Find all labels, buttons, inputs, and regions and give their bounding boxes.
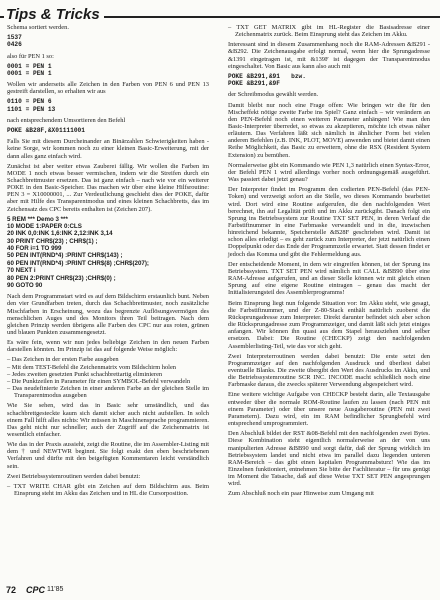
paragraph: Falls Sie mit diesem Durcheinander an Binärzahlen Schwierigkeiten haben - keine Sorge, wir kommen noch zu einer kleinen Basic-Erweiterung, mit der dann alles ganz einfach wird. xyxy=(7,138,209,160)
listing-line: 30 PRINT CHR$(23) ; CHR$(1) ; xyxy=(7,237,98,245)
steps-list xyxy=(7,356,209,399)
list-item: – Das Zeichen in der ersten Farbe ausgeben xyxy=(7,356,209,363)
list-item: – Jedes zweiten gesetzten Punkt schachbrettartig eliminieren xyxy=(7,371,209,378)
list-item: – Die Punktzeilen in Parameter für einen SYMBOL-Befehl verwandeln xyxy=(7,378,209,385)
paragraph: Der Interpreter findet im Programm den codierten PEN-Befehl (das PEN-Token) und verzweigt sofort an die Stelle, wo dieses Kommando bearbeitet wird. Dort wird eine Routine aufgerufen, die den nachfolgenden Wert berechnet, ihn auf Legalität prüft und im Akku zurückgibt. Danach folgt ein Sprung ins Betriebssystem zur Routine TXT SET PEN, in deren Verlauf die Farbstiftnummer in eine Farbmaske verwandelt und in die, inzwischen hinreichend bekannte, Speicherstelle &B28F geschrieben wird. Damit ist schon alles erledigt – es geht zurück zum Interpreter, der jetzt natürlich einen Doppelpunkt oder das Ende der Programmzeile erwartet. Statt dessen findet er jedoch das Komma und gibt die Fehlermeldung aus. xyxy=(228,186,430,258)
section-title: Tips & Tricks xyxy=(4,6,104,24)
paragraph: Damit bleibt nur noch eine Frage offen: Wie bringen wir die für den Mischeffekt nötige zweite Farbe ins Spiel? Ganz einfach – wir verändern an den PEN-Befehl noch einen weiteren Parameter anhängen! Wie man den Basic-Interpreter überredet, so etwas zu akzeptieren, möchte ich etwas näher erläutern. Das Verfahren läßt sich nämlich in ähnlicher Form bei vielen anderen Befehlen (z.B. INK, PLOT, MOVE) anwenden und bietet damit einen Reihe Möglichkeit, das Basic zu erweitern, ohne die RSX (Resident System Extension) zu bemühen. xyxy=(228,101,430,159)
paragraph: Es wäre fein, wenn wir nun jedes beliebige Zeichen in den neuen Farben darstellen könnten. Im Prinzip ist das auf folgende Weise möglich: xyxy=(7,339,209,354)
paragraph: Wie Sie sehen, wird das in Basic sehr umständlich, und das schachbrettgesteckte kaum sich damit sicher auch nicht aufstellen. In solch einem Fall hilft alles nichts: Wir müssen in Maschinensprache programmieren. Das geht nicht nur schneller; auch der Zugriff auf die Zeichenmatrix ist wesentlich einfacher. xyxy=(7,402,209,439)
list-item: – Das neudefinierte Zeichen in einer anderen Farbe an der gleichen Stelle im Transparentmodus ausgeben xyxy=(7,385,209,399)
paragraph: Zwei Interpreterroutinen werden dabei benutzt: Die erste setzt den Programmzeiger auf den nachfolgenden Ausdruck und überliest dabei eventuelle Blanks. Die zweite übergibt den Wert des Ausdrucks im Akku, und die Betriebssystemroutine SCR INC. INCODE macht schließlich noch eine Farbmaske daraus, die zwecks späterer Verwendung abgespeichert wird. xyxy=(228,352,430,389)
paragraph: also für PEN 1 so: xyxy=(7,52,54,60)
paragraph: Beim Einsprung liegt nun folgende Situation vor: Im Akku steht, wie gesagt, die Farbstiftnummer, und der Z-80-Stack enthält natürlich zuoberst die Rücksprungadresse zum Interpreter. Direkt darunter befindet sich aber schon die Rücksprungadresse zum Programmzeiger, und damit läßt sich jetzt einiges anfangen. Wir können ihn quasi aus dem Stapel herausziehen und selber ersetzen. Dabei: Die Routine (CHECKP) zeigt den nachfolgenden Assemblerlisting-Teil, wie das vor sich geht. xyxy=(228,299,430,350)
paragraph: nach entsprechendem Umsortieren den Befehl xyxy=(7,116,126,124)
basic-listing xyxy=(7,216,209,289)
routines-list-continued xyxy=(228,24,430,38)
paragraph: der Schreibmodus gewählt werden. xyxy=(228,91,319,99)
paragraph: Interessant sind in diesem Zusammenhang noch die RAM-Adressen &B291 - &B292. Die Zeichenausgabe erfolgt normal, wenn hier die Sprungadresse &1391 eingetragen ist, mit &139F ist dagegen der Transparentmodus eingeschaltet. Von Basic aus kann also auch mit xyxy=(228,41,430,70)
list-item: – TXT WRITE CHAR gibt ein Zeichen auf dem Bildschirm aus. Beim Einsprung steht im Akku das Zeichen und in HL die Cursorposition. xyxy=(7,483,209,497)
right-column xyxy=(228,24,430,501)
list-item: – TXT GET MATRIX gibt im HL-Register die Basisadresse einer Zeichenmatrix zurück. Beim Einsprung steht das Zeichen im Akku. xyxy=(228,24,430,38)
listing-line: 10 MODE 1:PAPER 0:CLS xyxy=(7,223,82,231)
listing-line: 60 PEN INT(RND*4) :PRINT CHR$(8) ;CHR$(207); xyxy=(7,259,149,267)
listing-line: 50 PEN INT(RND*4) :PRINT CHR$(143) ; xyxy=(7,252,123,260)
paragraph: Schema sortiert werden. xyxy=(7,24,69,31)
magazine-name: CPC xyxy=(26,585,46,595)
poke-command: POKE &B28F,&X01111001 xyxy=(7,127,85,134)
page-number: 72 xyxy=(6,585,17,595)
routines-list xyxy=(7,483,209,497)
paragraph: Normalerweise gibt ein Kommando wie PEN 1,3 natürlich einen Syntax-Error, der Befehl PEN 1 wird allerdings vorher noch ordnungsgemäß ausgeführt. Was passiert dabei jetzt genau? xyxy=(228,161,430,184)
paragraph: Zwei Betriebssystemroutinen werden dabei benutzt: xyxy=(7,472,141,480)
binary-code: 0110 = PEN 6 1101 = PEN 13 xyxy=(7,98,56,113)
listing-line: 20 INK 0,0:INK 1,6:INK 2,12:INK 3,14 xyxy=(7,230,113,238)
listing-line: 70 NEXT i xyxy=(7,267,36,275)
paragraph: Der entscheidende Moment, in dem wir eingreifen können, ist der Sprung ins Betriebssystem. TXT SET PEN wird nämlich mit CALL &BB90 über eine RAM-Adresse aufgerufen, und an dieser Stelle können wir mit gleich einen Sprung auf eine eigene Routine eintragen – genau das macht der Initialisierungsteil des Assemblerprogramms! xyxy=(228,260,430,297)
left-column xyxy=(7,24,209,500)
paragraph: Nach dem Programmstart wird es auf dem Bildschirm erstaunlich bunt. Neben den vier Grundfarben treten, durch das Schachbrettmuster, noch zusätzliche Mischfarben in Erscheinung, wozu das begrenzte Auflösungsvermögen des menschlichen Auges und des Monitors ihren Teil beitragen. Nach dem gleichen Prinzip werden übrigens alle Farben des CPC nur aus roten, grünen und blauen Punkten zusammengesetzt. xyxy=(7,293,209,336)
listing-line: 5 REM *** Demo 3 *** xyxy=(7,215,68,223)
listing-line: 40 FOR i=1 TO 999 xyxy=(7,245,62,253)
binary-code: 0001 = PEN 1 0001 = PEN 1 xyxy=(7,62,52,77)
poke-command: POKE &B291,&91 bzw. POKE &B291,&9F xyxy=(228,72,306,88)
paragraph: Eine weitere wichtige Aufgabe von CHECKP besteht darin, alle Textausgabe entweder über die normale ROM-Routine laufen zu lassen (nach PEN mit einem Parameter) oder über unsere neue Ausgaberoutine (PEN mit zwei Parametern). Dazu wird, ein im RAM befindlicher Sprungbefehl wird entsprechend umprogrammiert. xyxy=(228,391,430,428)
issue-number: 11'85 xyxy=(47,586,64,593)
paragraph: Wollen wir anderseits alle Zeichen in den Farben von PEN 6 und PEN 13 gestreift darstellen, so erhalten wir aus xyxy=(7,81,209,96)
binary-code: 1537 0426 xyxy=(7,34,22,49)
paragraph: Den Abschluß bildet der RST &08-Befehl mit den nachfolgenden zwei Bytes. Diese Kombination steht eigentlich normalerweise an der von uns manipulierten Adresse &BB90 und sorgt dafür, daß der Sprung wirklich im Betriebssystem landet und nicht etwa im parallel dazu liegenden unteren RAM-Bereich – das gibt einen kapitalen Programmabsturz! Wie das im Einzelnen funktioniert, entnehmen Sie bitte der Fachliteratur – für uns genügt im Moment die Tatsache, daß auf diese Weise TXT SET PEN angesprungen wird. xyxy=(228,430,430,488)
page-header xyxy=(0,0,440,26)
listing-line: 80 PEN 2:PRINT CHR$(23) ;CHR$(0) ; xyxy=(7,274,116,282)
paragraph: Zunächst ist aber weiter etwas Zauberei fällig. Wir wollen die Farben im MODE 1 noch etwas besser vermischen, indem wir die Streifen durch ein Schachbrettmuster ersetzen. Das ist ganz einfach – nach wie vor ein weiterer POKE in den Basic-Speicher. Das machen wir über eine kleine Hilfsroutine: PEN 3 = X10000001, ... Zur Verdeutlichung geschieht dies der POKE, dafür aber mit Hilfe des Transparentmodus und eines kleinen Schachbretts, das im Zeichensatz des CPC bereits enthalten ist (Zeichen 207). xyxy=(7,162,209,213)
page-footer xyxy=(0,582,440,600)
listing-line: 90 GOTO 90 xyxy=(7,281,43,289)
paragraph: Wie das in der Praxis aussieht, zeigt die Routine, die im Assembler-Listing mit dem † und NEWTWR beginnt. Sie folgt exakt den eben beschriebenen Verfahren und dürfte mit den beigefügten Kommentaren leicht verständlich sein. xyxy=(7,441,209,470)
paragraph: Zum Abschluß noch ein paar Hinweise zum Umgang mit xyxy=(228,490,374,498)
list-item: – Mit dem TEST-Befehl die Zeichenmatrix vom Bildschirm holen xyxy=(7,364,209,371)
